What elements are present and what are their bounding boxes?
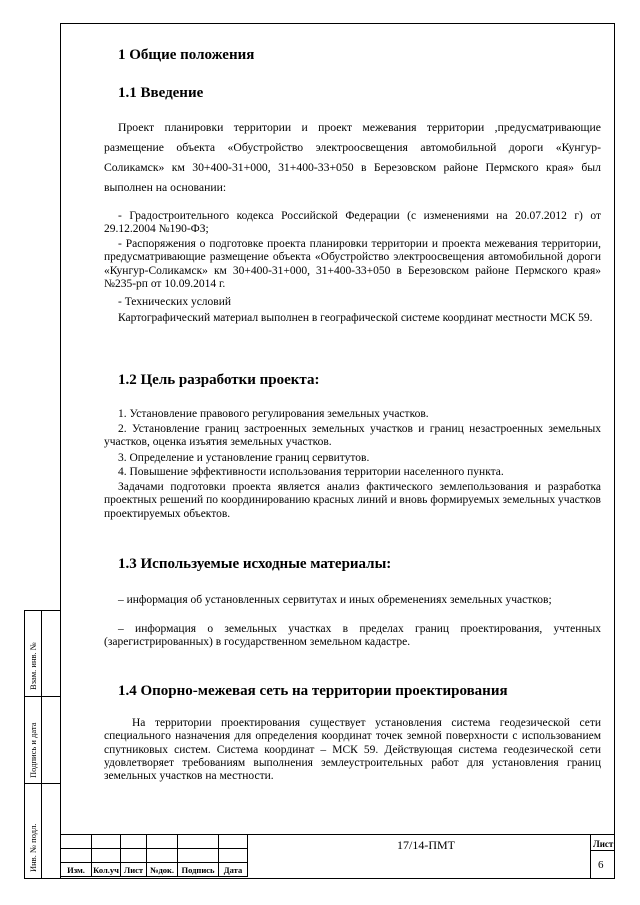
title-block-header-row [61, 863, 248, 877]
heading-sources: 1.3 Используемые исходные материалы: [118, 556, 392, 572]
heading-network: 1.4 Опорно-межевая сеть на территории проектирования [118, 683, 508, 699]
sheet-label: Лист [593, 839, 614, 849]
sheet-cell-line [590, 850, 615, 851]
original-inventory-label: Инв. № подл. [28, 823, 38, 872]
sheet-cell-divider [590, 834, 591, 879]
intro-bullet-1: - Градостроительного кодекса Российской Федерации (с изменениями на 20.07.2012 г) от 29.12.2004 №190-ФЗ; [104, 210, 601, 236]
col-change: Изм. [61, 863, 92, 877]
intro-paragraph-2: Картографический материал выполнен в географической системе координат местности МСК 59. [118, 312, 593, 324]
intro-paragraph: Проект планировки территории и проект межевания территории ,предусматривающие размещение объекта «Обустройство электроосвещения автомобильной дороги «Кунгур-Соликамск» км 30+400-31+000, 31+400-33+050 в Березовском районе Пермского края» был выполнен на основании: [104, 121, 601, 194]
title-block-table [60, 834, 248, 877]
sheet-number: 6 [598, 859, 604, 871]
col-date: Дата [219, 863, 248, 877]
source-item-2: – информация о земельных участках в пределах границ проектирования, учтенных (зарегистрированных) в государственном земельном кадастре. [104, 623, 601, 649]
goal-item-3: 3. Определение и установление границ сервитутов. [118, 452, 370, 464]
heading-intro: 1.1 Введение [118, 85, 204, 101]
source-item-1: – информация об установленных сервитутах и иных обременениях земельных участков; [118, 594, 552, 606]
goals-paragraph: Задачами подготовки проекта является анализ фактического землепользования и разработка проектных решений по координированию красных линий и вновь формируемых земельных участков проектируемых объектов. [104, 481, 601, 520]
goal-item-2: 2. Установление границ застроенных земельных участков и границ незастроенных земельных участков, оценка изъятия земельных участков. [104, 423, 601, 449]
intro-bullet-2: - Распоряжения о подготовке проекта планировки территории и проекта межевания территории, предусматривающие размещение объекта «Обустройство электроосвещения автомобильной дороги «Кунгур-Соликамск» км 30+400-31+000, 31+400-33+050 в Березовском районе Пермского края» №235-рп от 10.09.2014 г. [104, 238, 601, 290]
signature-date-label: Подпись и дата [28, 722, 38, 778]
col-count: Кол.уч [93, 864, 119, 875]
side-divider-2 [24, 783, 60, 784]
intro-bullet-3: - Технических условий [118, 296, 232, 308]
network-paragraph: На территории проектирования существует установления система геодезической сети специального назначения для определения координат точек земной поверхности с использованием спутниковых систем. Система координат – МСК 59. Действующая система геодезической сети удовлетворяет требованиям выполнения землеустроительных работ для установления границ земельных участков на местности. [104, 717, 601, 783]
col-sheet: Лист [121, 863, 147, 877]
col-signature: Подпись [178, 863, 219, 877]
goal-item-4: 4. Повышение эффективности использования территории населенного пункта. [118, 466, 504, 478]
heading-general: 1 Общие положения [118, 47, 255, 63]
replace-inventory-label: Взам. инв. № [28, 642, 38, 690]
side-divider-1 [24, 696, 60, 697]
heading-goals: 1.2 Цель разработки проекта: [118, 372, 320, 388]
document-number: 17/14-ПМТ [397, 838, 455, 852]
title-block-top-line [60, 834, 615, 835]
col-doc-no: №док. [147, 863, 178, 877]
goal-item-1: 1. Установление правового регулирования земельных участков. [118, 408, 429, 420]
